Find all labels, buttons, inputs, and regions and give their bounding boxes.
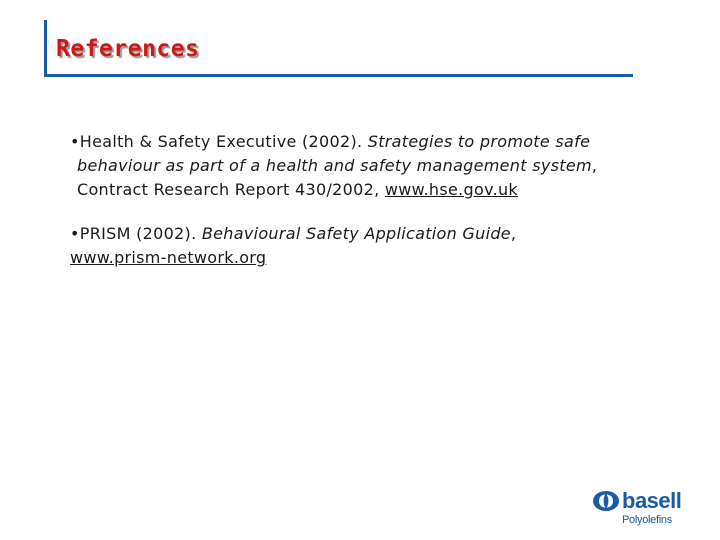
reference-item-hse [70,130,690,202]
reference-title-cont: behaviour as part of a health and safety management system [77,156,592,175]
reference-link-hse[interactable]: www.hse.gov.uk [384,180,518,199]
reference-item-prism [70,222,690,270]
title-horizontal-rule [44,74,633,77]
logo-wordmark: basell [622,488,682,513]
reference-line [70,130,690,154]
separator: , [591,156,598,175]
bullet: • [70,132,80,151]
title-vertical-rule [44,20,47,77]
basell-logo-icon [592,490,620,512]
reference-author: Health & Safety Executive (2002). [79,132,368,151]
slide-title: References [56,36,200,62]
reference-line [70,246,690,270]
reference-line [70,178,690,202]
reference-line [70,154,690,178]
bullet: • [70,224,80,243]
reference-title: Strategies to promote safe [367,132,591,151]
basell-logo [592,488,684,528]
separator: , [510,224,517,243]
reference-author: PRISM (2002). [79,224,202,243]
reference-title: Behavioural Safety Application Guide [201,224,511,243]
reference-link-prism[interactable]: www.prism-network.org [70,248,267,267]
logo-subtitle: Polyolefins [622,514,672,526]
reference-line [70,222,690,246]
reference-list [70,130,690,290]
reference-report: Contract Research Report 430/2002, [77,180,385,199]
